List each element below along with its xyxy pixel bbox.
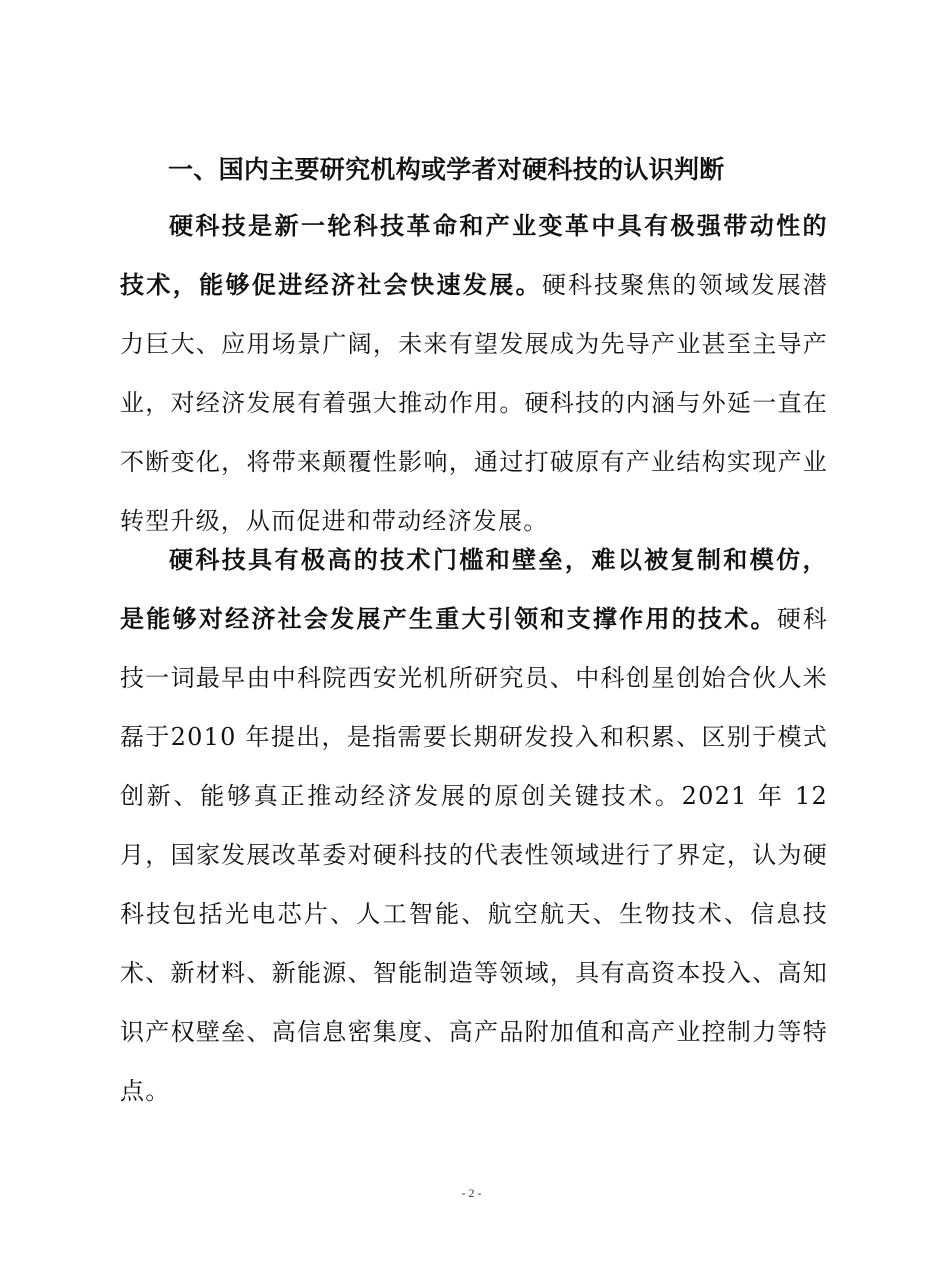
paragraph-2 <box>120 531 828 1121</box>
section-heading: 一、国内主要研究机构或学者对硬科技的认识判断 <box>168 155 725 184</box>
page-number: - 2 - <box>461 1186 482 1200</box>
paragraph-2-body: 硬科技一词最早由中科院西安光机所研究员、中科创星创始合伙人米磊于2010 年提出，是指需要长期研发投入和积累、区别于模式创新、能够真正推动经济发展的原创关键技术。2021 年 12 月，国家发展改革委对硬科技的代表性领域进行了界定，认为硬科技包括光电芯片、人工智能、航空航天、生物技术、信息技术、新材料、新能源、智能制造等领域，具有高资本投入、高知识产权壁垒、高信息密集度、高产品附加值和高产业控制力等特点。 <box>120 605 829 1105</box>
paragraph-2-lead: 硬科技具有极高的技术门槛和壁垒，难以被复制和模仿，是能够对经济社会发展产生重大引领和支撑作用的技术。 <box>120 546 828 633</box>
paragraph-1 <box>120 197 828 551</box>
paragraph-1-body: 硬科技聚焦的领域发展潜力巨大、应用场景广阔，未来有望发展成为先导产业甚至主导产业，对经济发展有着强大推动作用。硬科技的内涵与外延一直在不断变化，将带来颠覆性影响，通过打破原有产业结构实现产业转型升级，从而促进和带动经济发展。 <box>120 271 828 535</box>
paragraph-1-lead: 硬科技是新一轮科技革命和产业变革中具有极强带动性的技术，能够促进经济社会快速发展。 <box>120 212 828 299</box>
